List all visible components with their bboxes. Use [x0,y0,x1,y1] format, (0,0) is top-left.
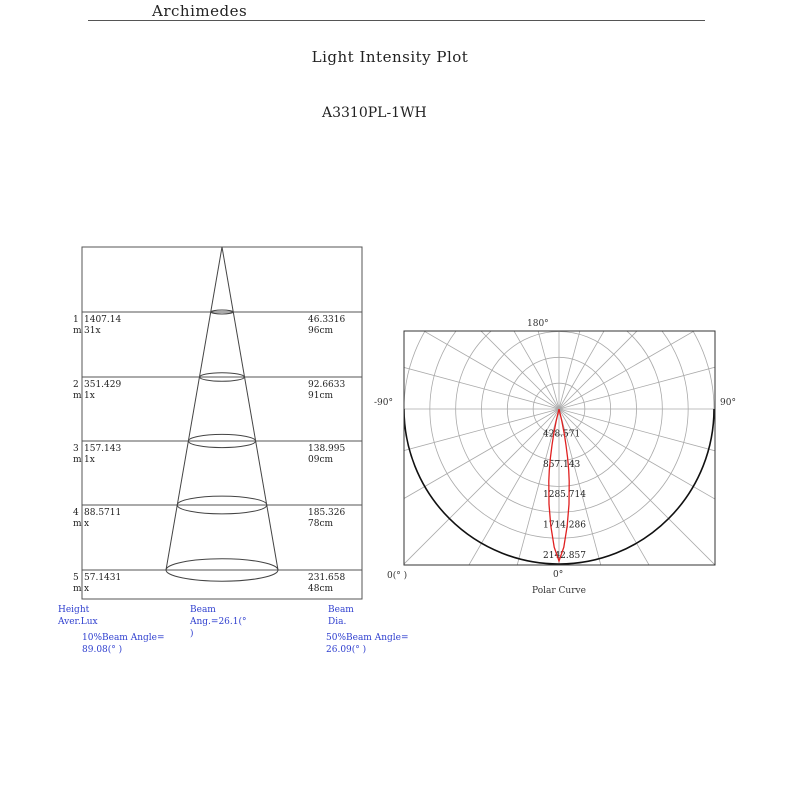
radial-value-label: 2142.857 [543,551,586,561]
row-height-value: 2 [73,380,79,390]
row-height-unit: m [73,455,82,465]
radial-value-label: 1714.286 [543,520,586,531]
row-height-unit: m [73,519,82,529]
row-lux-value: 351.429 [84,380,122,390]
legend-beam-dia-label: Beam [328,605,354,615]
row-diameter-unit: 48cm [308,584,334,594]
legend-beam-angle: Ang.=26.1(° [190,617,247,627]
angle-label-90: 90° [720,398,736,408]
legend-50pct-value: 26.09(° ) [326,645,367,655]
row-lux-value: 57.1431 [84,573,122,583]
polar-spoke [213,409,559,609]
radial-value-label: 1285.714 [543,490,586,501]
row-height-value: 5 [73,573,79,583]
row-height-value: 3 [73,444,79,454]
polar-spoke [559,409,800,692]
radial-value-label: 428.571 [543,429,581,440]
polar-curve-chart [159,9,800,800]
row-height-unit: m [73,326,82,336]
row-diameter-unit: 96cm [308,326,334,336]
cone-edge-left [166,247,222,570]
row-height-value: 1 [73,315,79,325]
row-diameter-unit: 91cm [308,391,334,401]
angle-label-0-unit: 0(° ) [387,571,408,581]
row-diameter-value: 185.326 [308,508,346,518]
angle-label-180: 180° [527,319,549,329]
row-diameter-unit: 09cm [308,455,334,465]
polar-spoke [559,209,800,409]
row-diameter-unit: 78cm [308,519,334,529]
row-height-unit: m [73,391,82,401]
polar-caption: Polar Curve [532,586,586,596]
polar-spoke [559,409,800,609]
row-diameter-value: 138.995 [308,444,346,454]
polar-spoke [559,63,759,409]
cone-edge-right [222,247,278,570]
polar-spoke [559,126,800,409]
row-diameter-value: 92.6633 [308,380,346,390]
legend-avg-lux-label: Aver.Lux [58,617,98,627]
polar-spoke [559,409,800,513]
polar-spoke [276,126,559,409]
row-lux-unit: 1x [84,455,95,465]
legend-50pct-beam: 50%Beam Angle= [326,633,409,643]
radial-value-label: 857.143 [543,459,581,470]
angle-label-0: 0° [553,570,564,580]
legend-beam-angle-close: ) [190,629,194,639]
row-lux-unit: 1x [84,391,95,401]
polar-spoke [559,409,759,755]
legend-10pct-value: 89.08(° ) [82,645,123,655]
cone-diagram [73,247,362,599]
model-number: A3310PL-1WH [322,105,427,121]
polar-spoke [213,209,559,409]
legend-10pct-beam: 10%Beam Angle= [82,633,165,643]
row-lux-unit: x [84,584,90,594]
legend-dia-label: Dia. [328,617,347,627]
angle-label-minus-90: -90° [374,398,393,408]
row-height-unit: m [73,584,82,594]
row-diameter-value: 46.3316 [308,315,346,325]
row-lux-value: 88.5711 [84,508,122,518]
legend-height-label: Height [58,605,90,615]
polar-spoke [359,409,559,755]
row-diameter-value: 231.658 [308,573,346,583]
polar-spoke [359,63,559,409]
row-lux-value: 157.143 [84,444,122,454]
row-lux-value: 1407.14 [84,315,122,325]
brand-name: Archimedes [152,2,248,20]
row-lux-unit: x [84,519,90,529]
cone-legend [57,605,409,655]
row-height-value: 4 [73,508,79,518]
polar-spoke [559,305,800,409]
row-lux-unit: 31x [84,326,101,336]
legend-beam-label: Beam [190,605,216,615]
cone-frame [82,247,362,599]
page-title: Light Intensity Plot [311,48,469,66]
